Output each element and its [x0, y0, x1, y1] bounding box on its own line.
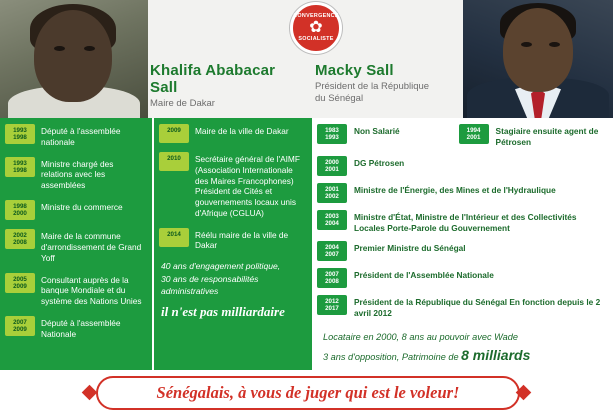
person-left-name: Khalifa Ababacar Sall — [150, 62, 276, 96]
timeline-text: Consultant auprès de la banque Mondiale et du système des Nations Unies — [41, 274, 142, 307]
year-badge: 2004 2007 — [317, 241, 347, 261]
logo-top-text: CONVERGENCE — [293, 12, 339, 19]
summary-highlight: il n'est pas milliardaire — [161, 303, 285, 319]
names-row — [150, 62, 462, 118]
timeline-item — [159, 228, 307, 252]
timeline-item — [5, 229, 147, 263]
timeline-item — [159, 152, 307, 219]
year-badge: 2007 2008 — [317, 268, 347, 288]
person-right-title-line1: Président de la République — [315, 81, 430, 92]
year-badge: 1998 2000 — [5, 200, 35, 220]
year-badge: 1994 2001 — [459, 124, 489, 144]
photo-macky-sall — [463, 0, 613, 118]
rose-icon: ✿ — [309, 19, 323, 36]
timeline-item — [5, 124, 147, 148]
person-right-title-line2: du Sénégal — [315, 92, 364, 104]
timeline-item — [317, 183, 608, 203]
year-badge: 2003 2004 — [317, 210, 347, 230]
timeline-text: Maire de la ville de Dakar — [195, 126, 289, 136]
timeline-text: Premier Ministre du Sénégal — [354, 242, 466, 253]
timeline-text: Non Salarié — [354, 126, 400, 136]
timeline-item — [5, 273, 147, 307]
timeline-item — [459, 124, 608, 148]
summary-line-1: 40 ans d'engagement politique, — [161, 261, 281, 272]
summary-block — [159, 260, 307, 319]
timeline-text: Stagiaire ensuite agent de Pétrosen — [495, 126, 599, 147]
timeline-item — [5, 200, 147, 220]
timeline-text: Président de la République du Sénégal En fonction depuis le 2 avril 2012 — [354, 297, 601, 318]
timeline-text: Député à l'assemblée nationale — [41, 126, 121, 147]
timeline-row-top — [317, 124, 608, 156]
patrimony-note — [317, 326, 608, 367]
timeline-item — [317, 241, 608, 261]
person-right-name: Macky Sall — [315, 62, 394, 79]
year-badge: 2005 2009 — [5, 273, 35, 293]
timeline-item — [317, 124, 449, 148]
patrimony-amount: 8 milliards — [461, 347, 531, 364]
eye-right — [549, 42, 560, 47]
header-band — [0, 0, 613, 118]
timeline-text: Ministre chargé des relations avec les assemblées — [41, 158, 114, 191]
person-right-block — [315, 62, 462, 118]
eye-right — [84, 46, 95, 51]
year-badge: 2014 — [159, 228, 189, 247]
summary-line-2: 30 ans de responsabilités administratives — [161, 273, 259, 297]
timeline-item — [317, 156, 608, 176]
timeline-text: Député à l'assemblée Nationale — [41, 317, 121, 339]
timeline-text: Secrétaire général de l'AIMF (Association Internationale des Maires Francophones) Président de Cités et gouvernements locaux unis d'Afrique (CGLUA) — [195, 154, 300, 218]
ribbon-diamond-left — [82, 385, 98, 401]
year-badge: 2009 — [159, 124, 189, 143]
main-content — [0, 118, 613, 370]
photo-khalifa-sall — [0, 0, 148, 118]
face-shape — [34, 10, 112, 102]
timeline-item — [159, 124, 307, 143]
footer-band — [0, 370, 613, 418]
timeline-item — [5, 316, 147, 340]
patrimony-note-text: 3 ans d'opposition, Patrimoine de — [323, 352, 462, 363]
slogan-ribbon — [96, 376, 520, 410]
year-badge: 1993 1998 — [5, 157, 35, 177]
patrimony-note-line-2 — [323, 344, 606, 366]
slogan-text: Sénégalais, à vous de juger qui est le voleur! — [156, 383, 460, 402]
year-badge: 1983 1993 — [317, 124, 347, 144]
timeline-text: DG Pétrosen — [354, 157, 405, 168]
timeline-text: Ministre du commerce — [41, 201, 123, 212]
person-right-title — [315, 81, 462, 105]
patrimony-note-line-1: Locataire en 2000, 8 ans au pouvoir avec Wade — [323, 331, 518, 342]
timeline-item — [317, 295, 608, 319]
timeline-column-right — [312, 118, 613, 370]
timeline-text: Ministre d'État, Ministre de l'Intérieur et des Collectivités Locales Porte-Parole du Gouvernement — [354, 212, 577, 233]
convergence-socialiste-logo — [290, 2, 342, 54]
timeline-text: Ministre de l'Énergie, des Mines et de l'Hydraulique — [354, 184, 556, 195]
year-badge: 1993 1998 — [5, 124, 35, 144]
person-left-block — [150, 62, 297, 118]
eye-left — [54, 46, 65, 51]
logo-bottom-text: SOCIALISTE — [298, 36, 334, 42]
timeline-item — [5, 157, 147, 191]
timeline-column-left — [0, 118, 152, 370]
year-badge: 2001 2002 — [317, 183, 347, 203]
timeline-column-middle — [152, 118, 312, 370]
year-badge: 2010 — [159, 152, 189, 171]
year-badge: 2000 2001 — [317, 156, 347, 176]
eye-left — [521, 42, 532, 47]
timeline-text: Réélu maire de la ville de Dakar — [195, 229, 289, 251]
timeline-item — [317, 210, 608, 234]
year-badge: 2007 2009 — [5, 316, 35, 336]
face-shape — [503, 8, 573, 92]
year-badge: 2002 2008 — [5, 229, 35, 249]
timeline-text: Président de l'Assemblée Nationale — [354, 269, 494, 280]
year-badge: 2012 2017 — [317, 295, 347, 315]
person-left-title: Maire de Dakar — [150, 98, 215, 109]
timeline-text: Maire de la commune d'arrondissement de Grand Yoff — [41, 231, 142, 263]
timeline-item — [317, 268, 608, 288]
